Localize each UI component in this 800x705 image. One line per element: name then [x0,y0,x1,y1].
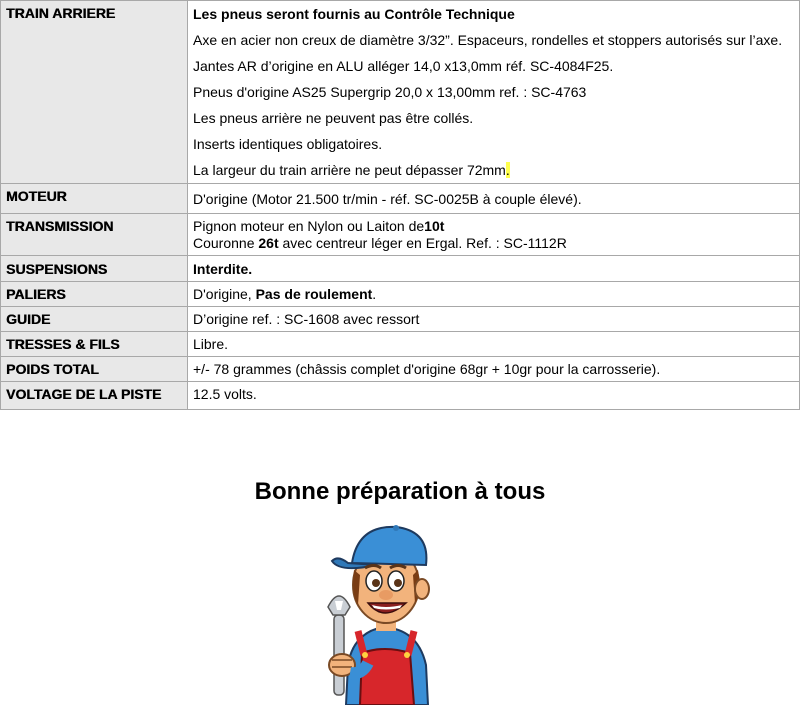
bearing-text: D'origine, [193,286,256,302]
row-label: TRESSES & FILS [1,332,188,357]
transmission-text: Pignon moteur en Nylon ou Laiton de [193,218,425,234]
table-row [1,332,800,357]
row-value: Libre. [188,332,800,357]
table-row [1,184,800,214]
table-row [1,357,800,382]
mechanic-with-wrench-icon [318,515,448,705]
table-row [1,307,800,332]
table-row [1,382,800,410]
pinion-teeth: 10t [424,218,445,234]
row-value [188,1,800,184]
width-highlight: . [505,162,510,178]
axle-text: Axe en acier non creux de diamètre 3/32”. Espaceurs, rondelles et stoppers autorisés sur l’axe. [193,32,783,48]
bearing-bold: Pas de roulement [255,286,373,302]
tyres-text: Pneus d'origine AS25 Supergrip 20,0 x 13,00mm ref. : SC-4763 [193,84,587,100]
row-value: Interdite. [188,256,800,282]
transmission-text: avec centreur léger en Ergal. Ref. : SC-1112R [278,235,567,251]
row-label: VOLTAGE DE LA PISTE [1,382,188,410]
row-value [188,214,800,256]
tyres-note: Les pneus seront fournis au Contrôle Technique [193,6,515,22]
transmission-text: Couronne [193,235,259,251]
glue-text: Les pneus arrière ne peuvent pas être collés. [193,110,474,126]
row-label: TRANSMISSION [1,214,188,256]
row-label: PALIERS [1,282,188,307]
row-label: MOTEUR [1,184,188,214]
inserts-text: Inserts identiques obligatoires. [193,136,383,152]
row-label: TRAIN ARRIERE [1,1,188,184]
row-value [188,282,800,307]
bearing-text: . [372,286,377,302]
width-main: La largeur du train arrière ne peut dépasser 72mm [193,162,506,178]
crown-teeth: 26t [258,235,279,251]
row-value: D’origine ref. : SC-1608 avec ressort [188,307,800,332]
row-value: 12.5 volts. [188,382,800,410]
row-label: POIDS TOTAL [1,357,188,382]
row-label: SUSPENSIONS [1,256,188,282]
row-label: GUIDE [1,307,188,332]
width-text [193,162,794,179]
table-row [1,256,800,282]
closing-message: Bonne préparation à tous [254,478,546,505]
table-row [1,1,800,184]
rims-text: Jantes AR d’origine en ALU alléger 14,0 x13,0mm réf. SC-4084F25. [193,58,614,74]
row-value: D'origine (Motor 21.500 tr/min - réf. SC-0025B à couple élevé). [188,184,800,214]
table-row [1,214,800,256]
table-row [1,282,800,307]
row-value: +/- 78 grammes (châssis complet d'origine 68gr + 10gr pour la carrosserie). [188,357,800,382]
